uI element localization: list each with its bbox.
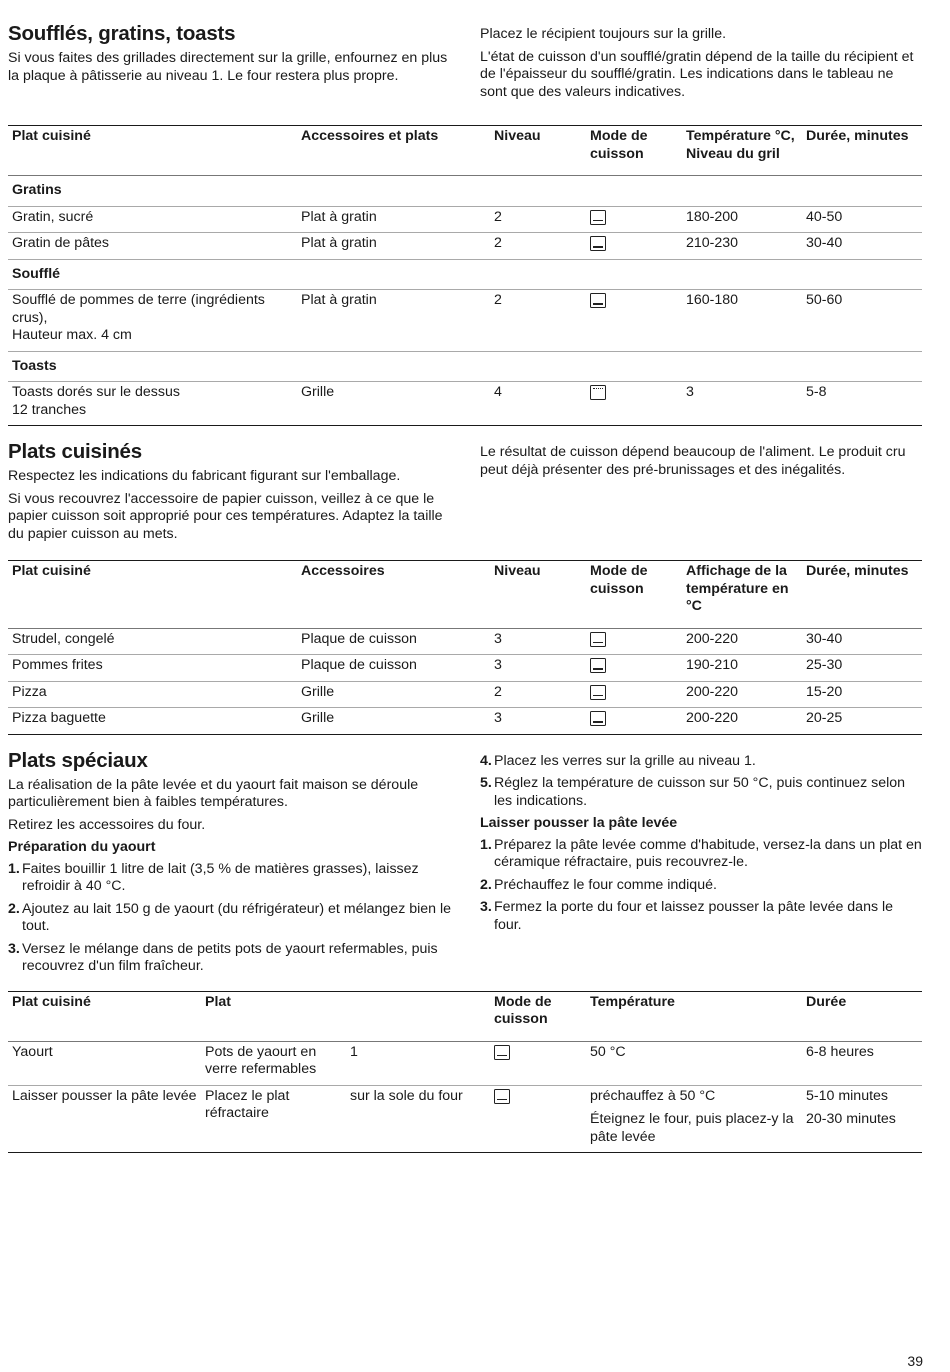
step-text: Ajoutez au lait 150 g de yaourt (du réfrigérateur) et mélangez bien le tout. [22, 900, 452, 934]
column-header: Mode de cuisson [590, 563, 648, 597]
step-text: Réglez la température de cuisson sur 50 °C, puis continuez selon les indications. [494, 775, 906, 809]
group-label: Soufflé [12, 265, 61, 282]
table-row [8, 233, 922, 260]
level-cell: 3 [494, 630, 502, 647]
temperature-cell: 200-220 [686, 683, 739, 700]
dish-cell: Pizza baguette [12, 710, 106, 726]
temperature-cell: Éteignez le four, puis placez-y la pâte levée [590, 1111, 794, 1145]
bottom-heat-icon [590, 293, 606, 308]
column-header [346, 991, 490, 1041]
table-row [8, 708, 922, 735]
intro-paragraph: Respectez les indications du fabricant figurant sur l'emballage. [8, 468, 401, 484]
dish-cell: Pommes frites [12, 657, 103, 673]
section-title-souffles: Soufflés, gratins, toasts [8, 22, 236, 45]
page-number: 39 [907, 1353, 923, 1369]
section-title-plats-cuisines: Plats cuisinés [8, 440, 142, 463]
step-number: 5. [480, 775, 492, 791]
duration-cell: 6-8 heures [806, 1043, 874, 1060]
level-cell: 2 [494, 208, 502, 225]
dish-cell: Soufflé de pommes de terre (ingrédients crus), [12, 292, 265, 326]
steps-list [8, 861, 456, 976]
level-cell: 4 [494, 384, 502, 400]
accessory-cell: Grille [301, 710, 335, 726]
bottom-heat-icon [590, 658, 606, 673]
intro-paragraph: Placez le récipient toujours sur la grille. [480, 26, 727, 42]
table-row [8, 382, 922, 426]
table-header-row [8, 561, 922, 629]
column-header: Mode de cuisson [590, 128, 648, 162]
table-row [8, 681, 922, 708]
accessory-cell: Plaque de cuisson [301, 657, 417, 673]
column-header: Plat cuisiné [12, 993, 91, 1010]
column-header: Durée [806, 993, 847, 1010]
step-number: 3. [480, 899, 492, 915]
document-page [8, 0, 922, 1153]
duration-cell: 40-50 [806, 208, 843, 225]
level-cell: 2 [494, 235, 502, 251]
table-row [8, 655, 922, 682]
step-number: 2. [8, 900, 20, 917]
temperature-cell: 210-230 [686, 235, 739, 251]
table-row [8, 628, 922, 655]
temperature-cell: 3 [686, 384, 694, 400]
temperature-cell: 200-220 [686, 710, 739, 726]
intro-paragraph: L'état de cuisson d'un soufflé/gratin dépend de la taille du récipient et de l'épaisseur du soufflé/gratin. Les indications dans le tableau ne sont que des valeurs indicatives. [480, 48, 914, 100]
table-header-row [8, 991, 922, 1041]
level-cell: 3 [494, 657, 502, 673]
steps-list [480, 837, 922, 935]
list-item [8, 941, 456, 976]
section-souffles-intro [8, 22, 922, 106]
bottom-heat-icon [590, 236, 606, 251]
table-row [8, 1085, 922, 1153]
table-group-row [8, 176, 922, 207]
dish-note: Hauteur max. 4 cm [12, 327, 132, 343]
dish-cell: Yaourt [12, 1043, 53, 1060]
step-text: Faites bouillir 1 litre de lait (3,5 % de matières grasses), laissez refroidir à 40 °C. [22, 860, 419, 894]
intro-paragraph: Le résultat de cuisson dépend beaucoup de l'aliment. Le produit cru peut déjà présenter des pré-brunissages et des inégalités. [480, 444, 906, 478]
accessory-cell: Grille [301, 384, 335, 400]
temperature-cell: 200-220 [686, 630, 739, 647]
column-header: Température °C, Niveau du gril [686, 128, 795, 162]
subheading-yaourt: Préparation du yaourt [8, 839, 156, 855]
step-text: Placez les verres sur la grille au niveau 1. [494, 752, 756, 769]
bottom-heat-icon [590, 685, 606, 700]
list-item [8, 901, 456, 936]
column-header: Durée, minutes [806, 563, 909, 579]
dish-cell: Pizza [12, 683, 47, 700]
accessory-cell: Grille [301, 683, 335, 700]
table-souffles-gratins-toasts [8, 125, 922, 426]
level-cell: 2 [494, 292, 502, 308]
level-cell: 2 [494, 683, 502, 700]
dish-cell: Laisser pousser la pâte levée [12, 1087, 197, 1104]
column-header: Niveau [494, 128, 541, 144]
step-number: 3. [8, 940, 20, 957]
accessory-cell: Plat à gratin [301, 208, 377, 225]
plat-cell: Pots de yaourt en verre refermables [205, 1043, 317, 1077]
level-cell: sur la sole du four [350, 1087, 463, 1104]
section-plats-speciaux-intro [8, 749, 922, 981]
column-header: Plat [205, 993, 232, 1010]
accessory-cell: Plat à gratin [301, 235, 377, 251]
duration-cell: 30-40 [806, 630, 843, 647]
table-row [8, 1041, 922, 1085]
table-plats-speciaux [8, 991, 922, 1154]
intro-paragraph: Si vous faites des grillades directement sur la grille, enfournez en plus la plaque à pâtisserie au niveau 1. Le four restera plus propre. [8, 50, 448, 84]
subheading-pate-levee: Laisser pousser la pâte levée [480, 815, 678, 831]
step-text: Préchauffez le four comme indiqué. [494, 876, 717, 893]
list-item [480, 899, 922, 934]
step-number: 4. [480, 752, 492, 769]
column-header: Mode de cuisson [494, 993, 552, 1027]
steps-list [480, 753, 922, 811]
duration-cell: 20-30 minutes [806, 1111, 896, 1127]
bottom-heat-icon [590, 632, 606, 647]
column-header: Niveau [494, 563, 541, 579]
bottom-heat-icon [494, 1045, 510, 1060]
column-header: Accessoires et plats [301, 128, 439, 144]
duration-cell: 15-20 [806, 683, 843, 700]
dish-cell: Gratin de pâtes [12, 235, 110, 251]
group-label: Toasts [12, 357, 57, 374]
duration-cell: 25-30 [806, 657, 843, 673]
group-label: Gratins [12, 182, 62, 198]
accessory-cell: Plaque de cuisson [301, 630, 417, 647]
list-item [8, 861, 456, 896]
duration-cell: 50-60 [806, 292, 843, 308]
intro-paragraph: Si vous recouvrez l'accessoire de papier cuisson, veillez à ce que le papier cuisson soit approprié pour ces températures. Adaptez la taille du papier cuisson au mets. [8, 490, 443, 542]
section-plats-cuisines-intro [8, 440, 922, 548]
bottom-heat-icon [494, 1089, 510, 1104]
list-item [480, 775, 922, 810]
step-text: Préparez la pâte levée comme d'habitude, versez-la dans un plat en céramique réfractaire, puis recouvrez-le. [494, 836, 922, 870]
duration-cell: 20-25 [806, 710, 843, 726]
step-number: 1. [8, 860, 20, 877]
intro-paragraph: La réalisation de la pâte levée et du yaourt fait maison se déroule particulièrement bien à faibles températures. [8, 776, 419, 810]
table-plats-cuisines [8, 560, 922, 735]
temperature-cell: 190-210 [686, 657, 739, 673]
table-group-row [8, 351, 922, 382]
grill-icon [590, 385, 606, 400]
table-row [8, 206, 922, 233]
table-row [8, 290, 922, 352]
section-title-plats-speciaux: Plats spéciaux [8, 748, 148, 772]
level-cell: 3 [494, 710, 502, 726]
list-item [480, 753, 922, 771]
dish-cell: Toasts dorés sur le dessus [12, 384, 180, 400]
dish-cell: Gratin, sucré [12, 208, 94, 225]
step-text: Fermez la porte du four et laissez pousser la pâte levée dans le four. [494, 899, 894, 933]
column-header: Affichage de la température en °C [686, 563, 789, 614]
table-group-row [8, 259, 922, 290]
column-header: Température [590, 993, 675, 1010]
duration-cell: 5-10 minutes [806, 1087, 889, 1104]
bottom-heat-icon [590, 711, 606, 726]
temperature-cell: 180-200 [686, 208, 739, 225]
duration-cell: 30-40 [806, 235, 843, 251]
duration-cell: 5-8 [806, 384, 827, 400]
step-text: Versez le mélange dans de petits pots de yaourt refermables, puis recouvrez d'un film fraîcheur. [22, 940, 438, 974]
dish-note: 12 tranches [12, 401, 87, 418]
temperature-cell: 50 °C [590, 1043, 626, 1060]
step-number: 1. [480, 836, 492, 853]
temperature-cell: 160-180 [686, 292, 739, 308]
accessory-cell: Plat à gratin [301, 292, 377, 308]
column-header: Durée, minutes [806, 128, 909, 144]
column-header: Accessoires [301, 563, 385, 579]
intro-paragraph: Retirez les accessoires du four. [8, 816, 206, 833]
column-header: Plat cuisiné [12, 563, 91, 579]
list-item [480, 877, 922, 895]
table-header-row [8, 126, 922, 176]
column-header: Plat cuisiné [12, 128, 91, 144]
bottom-heat-icon [590, 210, 606, 225]
temperature-cell: préchauffez à 50 °C [590, 1087, 716, 1104]
plat-cell: Placez le plat réfractaire [205, 1087, 290, 1121]
step-number: 2. [480, 876, 492, 893]
dish-cell: Strudel, congelé [12, 630, 115, 647]
list-item [480, 837, 922, 872]
level-cell: 1 [350, 1043, 358, 1060]
